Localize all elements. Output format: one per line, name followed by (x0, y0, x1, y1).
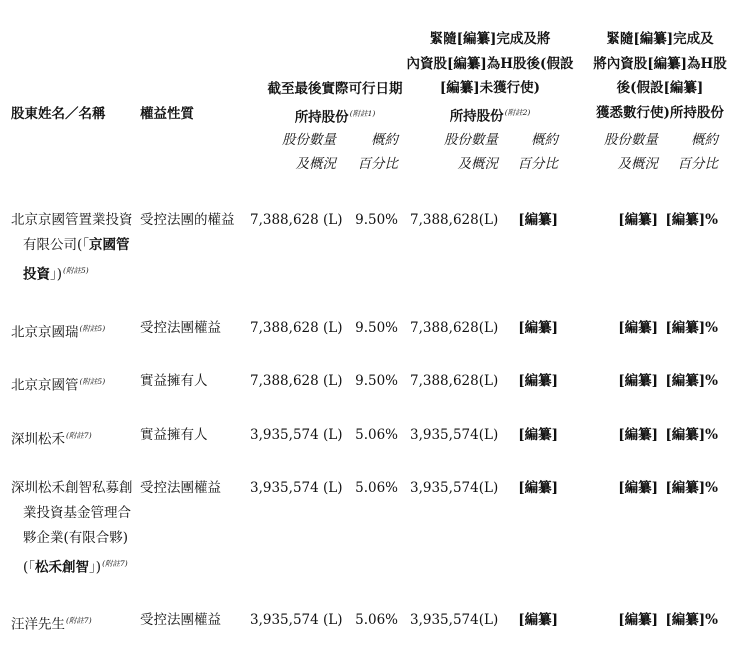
row5-nature: 受控法團權益 (140, 480, 221, 496)
sub-percent-2-line1: 概約 (531, 132, 558, 148)
sub-percent-3-line1: 概約 (691, 132, 718, 148)
row4-shares1: 3,935,574 (L) (250, 427, 343, 443)
sub-number-3-line2: 及概況 (617, 156, 658, 172)
row4-nature: 實益擁有人 (140, 427, 208, 443)
sub-percent-1-line1: 概約 (371, 132, 398, 148)
row5-shares1: 3,935,574 (L) (250, 480, 343, 496)
col1-header (250, 77, 420, 130)
table-row-1-name (11, 208, 133, 288)
row3-name-line1: 北京京國管$^{(附註5)}$ (11, 377, 106, 394)
row3-pct1: 9.50% (355, 373, 398, 389)
row5-name-line4: (「松禾創智」)$^{(附註7)}$ (23, 559, 128, 576)
shareholder-header: 股東姓名／名稱 (11, 106, 106, 122)
table-row-6-name (11, 608, 92, 638)
row3-shares2: 7,388,628(L) (410, 373, 499, 389)
sub-percent-3 (660, 128, 718, 176)
row5-pct2: [編纂] (518, 480, 558, 496)
row4-shares3: [編纂] (618, 427, 658, 443)
row5-name-line1: 深圳松禾創智私募創 (11, 480, 133, 496)
col1-header-line2: 所持股份$^{(附註1)}$ (294, 108, 376, 125)
row3-shares3: [編纂] (618, 373, 658, 389)
row2-pct1: 9.50% (355, 320, 398, 336)
row2-nature: 受控法團權益 (140, 320, 221, 336)
row6-name-line1: 汪洋先生$^{(附註7)}$ (11, 616, 92, 633)
row5-pct3: [編纂]% (665, 480, 718, 496)
col3-header-line4: 獲悉數行使)所持股份 (596, 104, 724, 121)
sub-number-2-line2: 及概況 (457, 156, 498, 172)
col1-note: (附註1) (349, 108, 376, 118)
col3-header-line1: 緊隨[編纂]完成及 (606, 31, 714, 47)
row1-pct3: [編纂]% (665, 212, 718, 228)
row1-shares3: [編纂] (618, 212, 658, 228)
sub-percent-1-line2: 百分比 (357, 156, 398, 172)
row4-name-line1: 深圳松禾$^{(附註7)}$ (11, 431, 92, 448)
row6-pct1: 5.06% (355, 612, 398, 628)
col1-header-line1: 截至最後實際可行日期 (267, 81, 403, 97)
row1-shares2: 7,388,628(L) (410, 212, 499, 228)
row1-name-line3: 投資」)$^{(附註5)}$ (23, 266, 89, 283)
row4-shares2: 3,935,574(L) (410, 427, 499, 443)
row6-pct2: [編纂] (518, 612, 558, 628)
row1-name-line2: 有限公司(「京國管 (23, 237, 130, 253)
row2-shares2: 7,388,628(L) (410, 320, 499, 336)
nature-header: 權益性質 (140, 106, 194, 122)
row3-pct3: [編纂]% (665, 373, 718, 389)
sub-number-2-line1: 股份數量 (444, 132, 498, 148)
table-row-5-name (11, 476, 133, 581)
row6-shares3: [編纂] (618, 612, 658, 628)
col2-header-line2: 內資股[編纂]為H股後(假設 (406, 55, 574, 72)
col2-note: (附註2) (504, 107, 531, 117)
col2-header (400, 27, 580, 129)
sub-number-3 (570, 128, 658, 176)
row1-pct2: [編纂] (518, 212, 558, 228)
row5-pct1: 5.06% (355, 480, 398, 496)
row3-pct2: [編纂] (518, 373, 558, 389)
table-row-3-name (11, 369, 105, 399)
row5-name-line3: 夥企業(有限合夥) (23, 530, 129, 546)
col3-header (570, 27, 750, 125)
row1-shares1: 7,388,628 (L) (250, 212, 343, 228)
sub-number-1-line1: 股份數量 (282, 132, 336, 148)
row3-nature: 實益擁有人 (140, 373, 208, 389)
row6-shares1: 3,935,574 (L) (250, 612, 343, 628)
row4-pct3: [編纂]% (665, 427, 718, 443)
row2-pct3: [編纂]% (665, 320, 718, 336)
row2-name-line1: 北京京國瑞$^{(附註5)}$ (11, 324, 106, 341)
col3-header-line2: 將內資股[編纂]為H股 (593, 55, 727, 72)
row5-name-line2: 業投資基金管理合 (23, 505, 131, 521)
col3-header-line3: 後(假設[編纂] (616, 80, 704, 96)
table-row-4-name (11, 423, 92, 453)
row3-shares1: 7,388,628 (L) (250, 373, 343, 389)
col2-header-line1: 緊隨[編纂]完成及將 (429, 31, 551, 47)
sub-percent-3-line2: 百分比 (677, 156, 718, 172)
row6-pct3: [編纂]% (665, 612, 718, 628)
row2-shares3: [編纂] (618, 320, 658, 336)
sub-percent-1 (340, 128, 398, 176)
row1-nature: 受控法團的權益 (140, 212, 235, 228)
row1-name-line1: 北京京國管置業投資 (11, 212, 133, 228)
row4-pct2: [編纂] (518, 427, 558, 443)
row4-pct1: 5.06% (355, 427, 398, 443)
sub-percent-2-line2: 百分比 (517, 156, 558, 172)
sub-number-1-line2: 及概況 (295, 156, 336, 172)
row6-nature: 受控法團權益 (140, 612, 221, 628)
row1-pct1: 9.50% (355, 212, 398, 228)
sub-number-3-line1: 股份數量 (604, 132, 658, 148)
row6-shares2: 3,935,574(L) (410, 612, 499, 628)
row5-shares3: [編纂] (618, 480, 658, 496)
sub-number-2 (410, 128, 498, 176)
table-row-2-name (11, 316, 105, 346)
sub-percent-2 (500, 128, 558, 176)
sub-number-1 (250, 128, 336, 176)
col2-header-line3: [編纂]未獲行使) (439, 80, 541, 96)
row2-pct2: [編纂] (518, 320, 558, 336)
row2-shares1: 7,388,628 (L) (250, 320, 343, 336)
col2-header-line4: 所持股份$^{(附註2)}$ (449, 107, 531, 124)
row5-shares2: 3,935,574(L) (410, 480, 499, 496)
